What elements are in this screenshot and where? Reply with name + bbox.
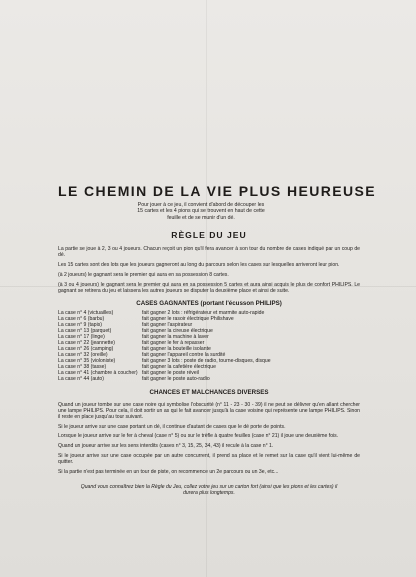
square-prize: fait gagner 3 lots : poste de radio, tourne-disques, disque	[142, 358, 271, 365]
square-prize: fait gagner l'appareil contre la surdité	[142, 352, 226, 359]
square-label: La case n° 35 (violoniste)	[58, 358, 116, 365]
square-prize: fait gagner le fer à repasser	[142, 340, 205, 347]
square-label: La case n° 38 (tasse)	[58, 364, 107, 371]
chances-paragraph: Lorsque le joueur arrive sur le fer à cheval (case n° 5) ou sur le trèfle à quatre feuilles (case n° 21) il joue une deuxième fois.	[58, 433, 339, 440]
square-prize: fait gagner la machine à laver	[142, 334, 209, 341]
square-prize: fait gagner la cafetière électrique	[142, 364, 216, 371]
rules-content	[58, 183, 376, 497]
intro-text: Pour jouer à ce jeu, il convient d'abord de découper les 15 cartes et les 4 pions qui se trouvent en haut de cette feuille et de se munir d'un dé.	[137, 202, 265, 221]
chances-paragraph: Si le joueur arrive sur une case occupée par un autre concurrent, il prend sa place et le remet sur la case qu'il vient lui-même de quitter.	[58, 452, 360, 465]
rules-paragraph: (à 2 joueurs) le gagnant sera le premier qui aura en sa possession 8 cartes.	[58, 271, 229, 278]
square-prize: fait gagner la cireuse électrique	[142, 328, 213, 335]
square-prize: fait gagner le poste réveil	[142, 370, 199, 377]
closing-note: Quand vous connaîtrez bien la Règle du Jeu, collez votre jeu sur un carton fort (ainsi que les pions et les cartes) il durera plus longtemps.	[80, 483, 338, 497]
square-label: La case n° 26 (camping)	[58, 346, 114, 353]
square-label: La case n° 32 (oreille)	[58, 352, 108, 359]
chances-heading: CHANCES ET MALCHANCES DIVERSES	[149, 388, 269, 396]
rules-paragraph: Les 15 cartes sont des lots que les joueurs gagneront au long du parcours selon les cases sur lesquelles arriveront leur pion.	[58, 262, 340, 269]
square-label: La case n° 13 (parquet)	[58, 328, 112, 335]
square-label: La case n° 6 (barbu)	[58, 315, 105, 322]
chances-paragraph: Quand un joueur tombe sur une case noire qui symbolise l'obscurité (n° 11 - 23 - 30 - 39) il ne peut se délivrer qu'en allant chercher une lampe PHILIPS. Pour cela, il doit sortir un as qui le fait avancer jusqu'à la case voisine qui représente une lampe PHILIPS. Sinon il reste en place jusqu'au tour suivant.	[58, 401, 360, 420]
square-label: La case n° 17 (linge)	[58, 334, 105, 341]
winning-squares-heading: CASES GAGNANTES (portant l'écusson PHILIPS)	[136, 299, 282, 307]
rules-heading: RÈGLE DU JEU	[171, 230, 247, 241]
square-label: La case n° 44 (auto)	[58, 376, 104, 383]
chances-paragraph: Si la partie n'est pas terminée en un tour de piste, on recommence un 2e parcours ou un 3e, etc...	[58, 468, 279, 475]
square-label: La case n° 22 (jeannette)	[58, 340, 115, 347]
square-prize: fait gagner le poste auto-radio	[142, 376, 210, 383]
square-label: La case n° 41 (chambre à coucher)	[58, 370, 138, 377]
winning-squares-list	[58, 310, 360, 383]
winning-square-row	[58, 376, 360, 382]
square-label: La case n° 4 (victuailles)	[58, 309, 114, 316]
rules-paragraph: (à 3 ou 4 joueurs) le gagnant sera le premier qui aura en sa possession 5 cartes et aura ainsi acquis le plus de confort PHILIPS. Le gagnant se retirera du jeu et laissera les autres joueurs se disputer la deuxième place et ainsi de suite.	[58, 281, 360, 294]
chances-paragraph: Quand un joueur arrive sur les sens interdits (cases n° 3, 15, 25, 34, 43) il recule à la case n° 1.	[58, 443, 274, 450]
rules-paragraph: La partie se joue à 2, 3 ou 4 joueurs. Chacun reçoit un pion qu'il fera avancer à son tour du nombre de cases indiqué par un coup de dé.	[58, 246, 360, 259]
chances-paragraph: Si le joueur arrive sur une case portant un dé, il continue d'autant de cases que le dé porte de points.	[58, 423, 286, 430]
square-label: La case n° 9 (tapis)	[58, 322, 102, 329]
square-prize: fait gagner la bouteille isolante	[142, 346, 211, 353]
square-prize: fait gagner 2 lots : réfrigérateur et marmite auto-rapide	[142, 309, 265, 316]
square-prize: fait gagner le rasoir électrique Philishave	[142, 315, 234, 322]
square-prize: fait gagner l'aspirateur	[142, 322, 193, 329]
game-title: LE CHEMIN DE LA VIE PLUS HEUREUSE	[58, 183, 376, 199]
